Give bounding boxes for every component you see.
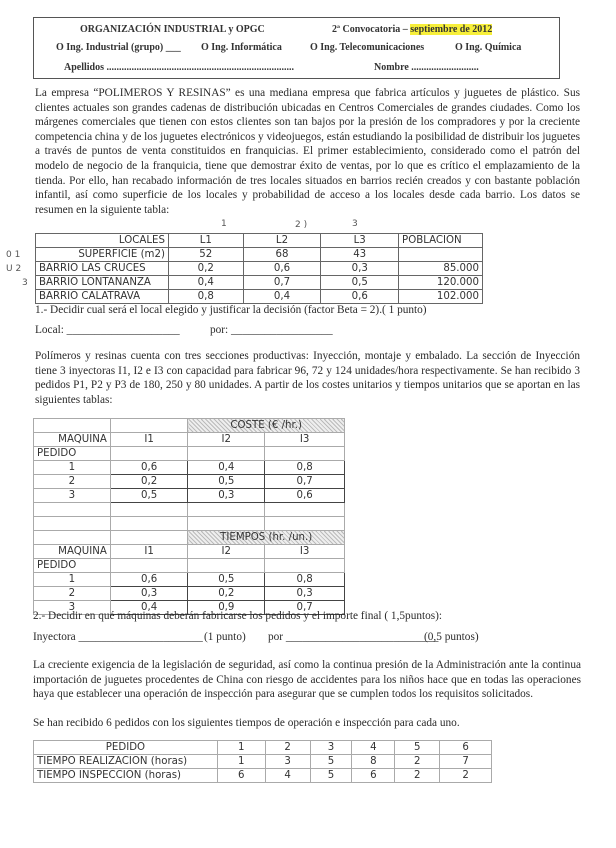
exam-date: septiembre de 2012 <box>410 24 493 35</box>
table-row <box>34 769 492 783</box>
table-cell: I2 <box>188 545 265 559</box>
safety-paragraph: La creciente exigencia de la legislación de seguridad, así como la continua presión de la Administración ante la continua importación de juguetes procedentes de China con riesgo de accidentes para los niños hace que en todas las operaciones haya que establecer una operación de inspección para asegurar que se cumplen todos los requisitos solicitados. <box>33 659 581 701</box>
table-cell: 3 <box>34 489 111 503</box>
inspection-table <box>33 740 492 783</box>
table-cell: MAQUINA <box>34 545 111 559</box>
table-cell: 2 <box>34 587 111 601</box>
table-cell: 0,7 <box>265 601 345 615</box>
table-row <box>36 262 483 276</box>
table-cell: 1 <box>34 461 111 475</box>
table-cell: L2 <box>243 234 321 248</box>
apellidos-field[interactable]: Apellidos ........................................................................... <box>64 62 295 73</box>
points-label: (0,5 puntos) <box>424 631 479 643</box>
table-cell: LOCALES <box>36 234 169 248</box>
table-cell: 6 <box>440 741 492 755</box>
option-industrial[interactable]: O Ing. Industrial (grupo) ___ <box>56 42 181 53</box>
table-cell: 6 <box>217 769 265 783</box>
table-cell: 0,2 <box>110 475 188 489</box>
table-row <box>36 248 483 262</box>
table-cell: 68 <box>243 248 321 262</box>
table-cell: 43 <box>321 248 399 262</box>
table-cell: 0,4 <box>243 290 321 304</box>
table-row <box>36 276 483 290</box>
table-row <box>34 461 345 475</box>
table-cell: 2 <box>440 769 492 783</box>
handwritten-mark: 3 <box>352 219 358 229</box>
course-title: ORGANIZACIÓN INDUSTRIAL y OPGC <box>80 24 265 35</box>
tiempos-title: TIEMPOS (hr. /un.) <box>188 531 345 545</box>
table-cell: 7 <box>440 755 492 769</box>
table-cell: 0,7 <box>265 475 345 489</box>
handwritten-mark: 0 1 <box>6 250 21 260</box>
nombre-field[interactable]: Nombre ........................... <box>374 62 479 73</box>
table-cell: PEDIDO <box>34 559 111 573</box>
table-cell: 5 <box>310 769 352 783</box>
table-cell: 0,5 <box>188 573 265 587</box>
coste-tiempos-table <box>33 418 345 615</box>
table-cell: 0,3 <box>188 489 265 503</box>
table-cell: 0,5 <box>321 276 399 290</box>
handwritten-mark: 1 <box>221 219 227 229</box>
option-informatica[interactable]: O Ing. Informática <box>201 42 282 53</box>
table-cell: 3 <box>265 755 310 769</box>
table-cell: 0,2 <box>168 262 243 276</box>
table-cell: 0,6 <box>243 262 321 276</box>
table-row <box>34 489 345 503</box>
production-paragraph: Polímeros y resinas cuenta con tres secciones productivas: Inyección, montaje y embalado. La sección de Inyección tiene 3 inyectoras I1, I2 e I3 con capacidad para fabricar 96, 72 y 124 unidades/hora respectivamente. Se han recibido 3 pedidos P1, P2 y P3 de 180, 250 y 80 unidades. A partir de los costes unitarios y tiempos unitarios que se aportan en las siguientes tablas: <box>35 350 580 406</box>
table-cell: POBLACION <box>399 234 483 248</box>
table-cell: MAQUINA <box>34 433 111 447</box>
table-cell: 85.000 <box>399 262 483 276</box>
table-cell: 2 <box>265 741 310 755</box>
table-cell: 4 <box>265 769 310 783</box>
handwritten-mark: U 2 <box>6 264 22 274</box>
table-cell <box>399 248 483 262</box>
table-row <box>34 475 345 489</box>
por-answer-field-2[interactable]: por ___________________________ <box>268 631 439 643</box>
table-cell: 3 <box>34 601 111 615</box>
table-row <box>34 573 345 587</box>
table-cell: 0,6 <box>321 290 399 304</box>
table-cell: 0,8 <box>265 573 345 587</box>
table-cell: 0,8 <box>265 461 345 475</box>
locales-table <box>35 233 483 304</box>
table-cell: I3 <box>265 433 345 447</box>
question-2: 2.- Decidir en qué máquinas deberán fabricarse los pedidos y el importe final ( 1,5puntos): <box>33 610 443 622</box>
table-cell: 0,5 <box>188 475 265 489</box>
points-label: (1 punto) <box>204 631 246 643</box>
table-header-row <box>34 741 492 755</box>
table-cell: 0,6 <box>110 461 188 475</box>
table-cell: 2 <box>395 769 440 783</box>
option-quimica[interactable]: O Ing. Química <box>455 42 522 53</box>
inyectora-answer-field[interactable]: Inyectora ______________________ <box>33 631 203 643</box>
table-cell: 0,5 <box>110 489 188 503</box>
por-answer-field[interactable]: por: __________________ <box>210 324 333 336</box>
table-cell: 2 <box>34 475 111 489</box>
table-cell: 102.000 <box>399 290 483 304</box>
table-cell: BARRIO LAS CRUCES <box>36 262 169 276</box>
table-cell: 1 <box>217 755 265 769</box>
handwritten-mark: 3 <box>22 278 28 288</box>
question-1: 1.- Decidir cual será el local elegido y justificar la decisión (factor Beta = 2).( 1 punto) <box>35 304 427 316</box>
coste-title: COSTE (€ /hr.) <box>188 419 345 433</box>
table-cell: 120.000 <box>399 276 483 290</box>
handwritten-mark: 2 ) <box>295 220 308 230</box>
table-cell: 1 <box>34 573 111 587</box>
table-cell: 1 <box>217 741 265 755</box>
table-cell: 8 <box>352 755 395 769</box>
table-cell: 5 <box>310 755 352 769</box>
table-cell: I2 <box>188 433 265 447</box>
table-cell: 0,4 <box>110 601 188 615</box>
table-header-row <box>36 234 483 248</box>
local-answer-field[interactable]: Local: ____________________ <box>35 324 180 336</box>
table-cell: 0,9 <box>188 601 265 615</box>
table-cell: 0,8 <box>168 290 243 304</box>
table-cell: TIEMPO INSPECCION (horas) <box>34 769 218 783</box>
table-cell: 0,2 <box>188 587 265 601</box>
table-row <box>34 587 345 601</box>
exam-header-box <box>33 17 560 79</box>
table-cell: 0,6 <box>265 489 345 503</box>
intro-paragraph: La empresa “POLIMEROS Y RESINAS” es una mediana empresa que fabrica artículos y juguetes de plástico. Sus clientes actuales son grandes cadenas de distribución ubicadas en Centros Comerciales de grandes ciudades. Como los márgenes comerciales que tienen con estos clientes son tan bajos por la presión de los compradores y por la creciente competencia china y de los juguetes electrónicos y videojuegos, están estudiando la posibilidad de distribuir los juguetes a través de puntos de venta constituidos en franquicias. El primer establecimiento, considerado como el patrón del modelo de negocio de la franquicia, tiene que demostrar éxito de ventas, por lo que es crítico el emplazamiento de la tienda. Por ello, han recabado información de tres locales situados en barrios recién creados y con bastante población infantil, así como superficie de los locales y probabilidad de acceso a los locales desde cada barrio. Los datos se resumen en la siguiente tabla: <box>35 87 580 216</box>
table-cell: I3 <box>265 545 345 559</box>
convocatoria <box>332 24 492 35</box>
table-cell: 0,3 <box>110 587 188 601</box>
table-cell: I1 <box>110 545 188 559</box>
table-cell: PEDIDO <box>34 447 111 461</box>
table-cell: L3 <box>321 234 399 248</box>
table-cell: BARRIO LONTANANZA <box>36 276 169 290</box>
table-cell: 5 <box>395 741 440 755</box>
table-cell: PEDIDO <box>34 741 218 755</box>
table-cell: 0,4 <box>168 276 243 290</box>
table-row <box>36 290 483 304</box>
orders-paragraph: Se han recibido 6 pedidos con los siguientes tiempos de operación e inspección para cada uno. <box>33 717 460 729</box>
table-cell: I1 <box>110 433 188 447</box>
table-cell: 0,3 <box>321 262 399 276</box>
option-telecomunicaciones[interactable]: O Ing. Telecomunicaciones <box>310 42 425 53</box>
table-cell: 0,6 <box>110 573 188 587</box>
table-cell: 3 <box>310 741 352 755</box>
table-cell: L1 <box>168 234 243 248</box>
table-cell: 0,3 <box>265 587 345 601</box>
convocatoria-label: 2ª Convocatoria – <box>332 24 411 35</box>
table-cell: 6 <box>352 769 395 783</box>
table-cell: 2 <box>395 755 440 769</box>
table-cell: BARRIO CALATRAVA <box>36 290 169 304</box>
table-cell: 52 <box>168 248 243 262</box>
table-cell: 4 <box>352 741 395 755</box>
table-cell: SUPERFICIE (m2) <box>36 248 169 262</box>
table-cell: TIEMPO REALIZACION (horas) <box>34 755 218 769</box>
table-cell: 0,7 <box>243 276 321 290</box>
table-cell: 0,4 <box>188 461 265 475</box>
table-row <box>34 755 492 769</box>
